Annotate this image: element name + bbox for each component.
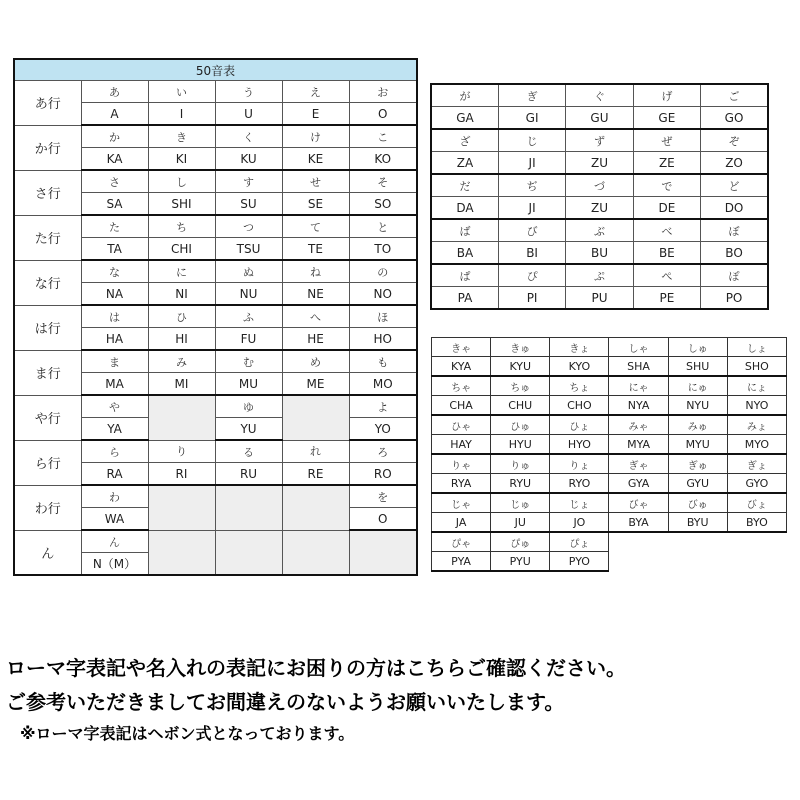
romaji-cell: SHO — [727, 357, 786, 377]
romaji-cell: BA — [431, 242, 498, 265]
romaji-cell: DE — [633, 197, 700, 220]
romaji-cell: DO — [701, 197, 768, 220]
empty-cell — [727, 552, 786, 572]
kana-cell: ず — [566, 129, 633, 152]
row-label: ま行 — [14, 350, 81, 395]
romaji-row — [432, 396, 787, 416]
kana-cell: づ — [566, 174, 633, 197]
row-label: や行 — [14, 395, 81, 440]
kana-cell: ひゃ — [432, 415, 491, 435]
row-label: か行 — [14, 125, 81, 170]
romaji-row — [431, 107, 768, 130]
kana-cell: ぞ — [701, 129, 768, 152]
kana-cell: びゃ — [609, 493, 668, 513]
romaji-cell: NYU — [668, 396, 727, 416]
kana-cell: わ — [81, 485, 148, 508]
romaji-cell: MO — [349, 373, 417, 396]
kana-cell: しょ — [727, 338, 786, 357]
note-line-1: ローマ字表記や名入れの表記にお困りの方はこちらご確認ください。 — [6, 656, 626, 680]
romaji-row — [431, 287, 768, 310]
romaji-cell: GA — [431, 107, 498, 130]
romaji-cell: ZE — [633, 152, 700, 175]
kana-row — [14, 530, 417, 553]
kana-cell: ちょ — [550, 376, 609, 396]
kana-cell: み — [148, 350, 215, 373]
romaji-cell: RYU — [491, 474, 550, 494]
kana-cell: む — [215, 350, 282, 373]
romaji-cell: KYA — [432, 357, 491, 377]
romaji-cell: KI — [148, 148, 215, 171]
romaji-cell: MA — [81, 373, 148, 396]
romaji-cell: SA — [81, 193, 148, 216]
kana-cell: ど — [701, 174, 768, 197]
romaji-row — [432, 552, 787, 572]
kana-cell: ら — [81, 440, 148, 463]
romaji-cell: SE — [282, 193, 349, 216]
romaji-cell: BYU — [668, 513, 727, 533]
blank-cell — [282, 395, 349, 440]
kana-cell: い — [148, 81, 215, 103]
empty-cell — [668, 532, 727, 552]
romaji-cell: TO — [349, 238, 417, 261]
romaji-cell: MYU — [668, 435, 727, 455]
kana-row — [431, 129, 768, 152]
romaji-row — [431, 242, 768, 265]
romaji-row — [432, 513, 787, 533]
kana-cell: ち — [148, 215, 215, 238]
romaji-row — [432, 474, 787, 494]
kana-cell: さ — [81, 170, 148, 193]
romaji-cell: O — [349, 508, 417, 531]
kana-cell: れ — [282, 440, 349, 463]
kana-row — [432, 338, 787, 357]
kana-row — [432, 415, 787, 435]
romaji-cell: RYO — [550, 474, 609, 494]
kana-cell: びゅ — [668, 493, 727, 513]
row-label: な行 — [14, 260, 81, 305]
romaji-row — [432, 435, 787, 455]
romaji-cell: MYA — [609, 435, 668, 455]
kana-cell: ぴゅ — [491, 532, 550, 552]
romaji-cell: KU — [215, 148, 282, 171]
romaji-cell: CHA — [432, 396, 491, 416]
romaji-cell: N（M） — [81, 553, 148, 576]
romaji-cell: TE — [282, 238, 349, 261]
romaji-row — [431, 152, 768, 175]
romaji-cell: NYA — [609, 396, 668, 416]
gojuon-table — [13, 58, 418, 576]
kana-cell: げ — [633, 84, 700, 107]
kana-cell: ろ — [349, 440, 417, 463]
kana-cell: びょ — [727, 493, 786, 513]
row-label: た行 — [14, 215, 81, 260]
kana-cell: で — [633, 174, 700, 197]
kana-cell: みょ — [727, 415, 786, 435]
kana-cell: た — [81, 215, 148, 238]
kana-cell: ぽ — [701, 264, 768, 287]
kana-row — [14, 440, 417, 463]
kana-cell: ひゅ — [491, 415, 550, 435]
romaji-cell: WA — [81, 508, 148, 531]
romaji-cell: HAY — [432, 435, 491, 455]
romaji-cell: RU — [215, 463, 282, 486]
romaji-cell: RE — [282, 463, 349, 486]
romaji-cell: TSU — [215, 238, 282, 261]
blank-cell — [349, 530, 417, 575]
kana-cell: りゅ — [491, 454, 550, 474]
kana-row — [431, 174, 768, 197]
kana-cell: ぎゅ — [668, 454, 727, 474]
romaji-cell: NO — [349, 283, 417, 306]
kana-cell: う — [215, 81, 282, 103]
kana-cell: ぴょ — [550, 532, 609, 552]
romaji-cell: DA — [431, 197, 498, 220]
romaji-cell: KO — [349, 148, 417, 171]
kana-cell: ぐ — [566, 84, 633, 107]
romaji-cell: GI — [498, 107, 565, 130]
kana-cell: ご — [701, 84, 768, 107]
kana-cell: が — [431, 84, 498, 107]
kana-cell: きゃ — [432, 338, 491, 357]
romaji-cell: RYA — [432, 474, 491, 494]
kana-row — [431, 84, 768, 107]
kana-cell: だ — [431, 174, 498, 197]
romaji-cell: KYO — [550, 357, 609, 377]
romaji-cell: HI — [148, 328, 215, 351]
romaji-cell: BYA — [609, 513, 668, 533]
kana-cell: じょ — [550, 493, 609, 513]
kana-cell: の — [349, 260, 417, 283]
kana-cell: ば — [431, 219, 498, 242]
kana-cell: よ — [349, 395, 417, 418]
kana-cell: ぴゃ — [432, 532, 491, 552]
blank-cell — [282, 485, 349, 530]
kana-cell: な — [81, 260, 148, 283]
romaji-cell: A — [81, 103, 148, 126]
kana-cell: しゅ — [668, 338, 727, 357]
romaji-cell: PYU — [491, 552, 550, 572]
romaji-cell: GYU — [668, 474, 727, 494]
kana-cell: ぎょ — [727, 454, 786, 474]
romaji-cell: GO — [701, 107, 768, 130]
kana-cell: ぼ — [701, 219, 768, 242]
kana-cell: きょ — [550, 338, 609, 357]
romaji-cell: HA — [81, 328, 148, 351]
blank-cell — [282, 530, 349, 575]
row-label: ら行 — [14, 440, 81, 485]
kana-cell: ぎゃ — [609, 454, 668, 474]
kana-row — [14, 170, 417, 193]
romaji-cell: HE — [282, 328, 349, 351]
kana-cell: にゅ — [668, 376, 727, 396]
romaji-cell: ME — [282, 373, 349, 396]
kana-cell: ひょ — [550, 415, 609, 435]
kana-cell: みゃ — [609, 415, 668, 435]
kana-row — [14, 260, 417, 283]
kana-row — [431, 219, 768, 242]
blank-cell — [215, 530, 282, 575]
kana-cell: や — [81, 395, 148, 418]
kana-cell: し — [148, 170, 215, 193]
kana-cell: を — [349, 485, 417, 508]
romaji-cell: PYA — [432, 552, 491, 572]
romaji-cell: PE — [633, 287, 700, 310]
kana-cell: べ — [633, 219, 700, 242]
romaji-cell: HYU — [491, 435, 550, 455]
kana-row — [432, 532, 787, 552]
romaji-cell: PI — [498, 287, 565, 310]
romaji-cell: U — [215, 103, 282, 126]
romaji-cell: TA — [81, 238, 148, 261]
kana-row — [432, 376, 787, 396]
romaji-cell: JI — [498, 152, 565, 175]
romaji-cell: RI — [148, 463, 215, 486]
romaji-cell: BU — [566, 242, 633, 265]
kana-cell: め — [282, 350, 349, 373]
romaji-cell: BI — [498, 242, 565, 265]
kana-cell: ざ — [431, 129, 498, 152]
romaji-cell: SO — [349, 193, 417, 216]
kana-cell: ぱ — [431, 264, 498, 287]
kana-cell: り — [148, 440, 215, 463]
romaji-cell: BYO — [727, 513, 786, 533]
row-label: ん — [14, 530, 81, 575]
kana-cell: しゃ — [609, 338, 668, 357]
romaji-cell: MU — [215, 373, 282, 396]
note-line-3: ※ローマ字表記はヘボン式となっております。 — [20, 724, 355, 743]
romaji-cell: GU — [566, 107, 633, 130]
kana-cell: にょ — [727, 376, 786, 396]
note-line-2: ご参考いただきましてお間違えのないようお願いいたします。 — [6, 690, 565, 714]
kana-cell: ひ — [148, 305, 215, 328]
kana-row — [431, 264, 768, 287]
kana-cell: ぢ — [498, 174, 565, 197]
kana-row — [14, 305, 417, 328]
kana-row — [14, 215, 417, 238]
romaji-cell: RA — [81, 463, 148, 486]
kana-cell: ぴ — [498, 264, 565, 287]
kana-cell: ゆ — [215, 395, 282, 418]
romaji-cell: GYA — [609, 474, 668, 494]
romaji-cell: YO — [349, 418, 417, 441]
kana-row — [432, 454, 787, 474]
romaji-cell: NE — [282, 283, 349, 306]
kana-cell: く — [215, 125, 282, 148]
kana-cell: ん — [81, 530, 148, 553]
kana-cell: に — [148, 260, 215, 283]
kana-cell: せ — [282, 170, 349, 193]
kana-cell: ぬ — [215, 260, 282, 283]
romaji-cell: PYO — [550, 552, 609, 572]
voiced-kana-table — [430, 83, 769, 310]
romaji-cell: YU — [215, 418, 282, 441]
romaji-cell: SHA — [609, 357, 668, 377]
empty-cell — [668, 552, 727, 572]
table-title: 50音表 — [14, 59, 417, 81]
kana-cell: ふ — [215, 305, 282, 328]
kana-cell: も — [349, 350, 417, 373]
empty-cell — [727, 532, 786, 552]
romaji-cell: HYO — [550, 435, 609, 455]
romaji-cell: NU — [215, 283, 282, 306]
kana-cell: き — [148, 125, 215, 148]
kana-cell: え — [282, 81, 349, 103]
romaji-cell: E — [282, 103, 349, 126]
romaji-cell: ZU — [566, 152, 633, 175]
kana-cell: ちゅ — [491, 376, 550, 396]
romaji-cell: ZO — [701, 152, 768, 175]
romaji-cell: NA — [81, 283, 148, 306]
kana-cell: きゅ — [491, 338, 550, 357]
romaji-cell: KE — [282, 148, 349, 171]
romaji-row — [431, 197, 768, 220]
kana-row — [14, 485, 417, 508]
romaji-cell: PA — [431, 287, 498, 310]
romaji-cell: GYO — [727, 474, 786, 494]
yoon-kana-table — [431, 337, 787, 572]
blank-cell — [148, 485, 215, 530]
kana-cell: ぺ — [633, 264, 700, 287]
kana-row — [14, 125, 417, 148]
romaji-cell: SU — [215, 193, 282, 216]
romaji-cell: SHU — [668, 357, 727, 377]
romaji-cell: CHI — [148, 238, 215, 261]
kana-cell: じゃ — [432, 493, 491, 513]
kana-row — [14, 395, 417, 418]
romaji-cell: CHU — [491, 396, 550, 416]
romaji-cell: CHO — [550, 396, 609, 416]
kana-cell: る — [215, 440, 282, 463]
kana-cell: りゃ — [432, 454, 491, 474]
romaji-cell: ZU — [566, 197, 633, 220]
blank-cell — [148, 530, 215, 575]
romaji-cell: YA — [81, 418, 148, 441]
romaji-cell: SHI — [148, 193, 215, 216]
romaji-cell: NYO — [727, 396, 786, 416]
romaji-cell: JA — [432, 513, 491, 533]
kana-cell: みゅ — [668, 415, 727, 435]
kana-cell: か — [81, 125, 148, 148]
romaji-cell: MYO — [727, 435, 786, 455]
kana-cell: け — [282, 125, 349, 148]
empty-cell — [609, 532, 668, 552]
kana-cell: あ — [81, 81, 148, 103]
kana-cell: そ — [349, 170, 417, 193]
kana-cell: び — [498, 219, 565, 242]
row-label: あ行 — [14, 81, 81, 126]
romaji-cell: JU — [491, 513, 550, 533]
kana-row — [432, 493, 787, 513]
kana-cell: りょ — [550, 454, 609, 474]
romaji-cell: I — [148, 103, 215, 126]
kana-cell: じ — [498, 129, 565, 152]
blank-cell — [215, 485, 282, 530]
romaji-cell: ZA — [431, 152, 498, 175]
kana-cell: ぶ — [566, 219, 633, 242]
row-label: さ行 — [14, 170, 81, 215]
romaji-cell: GE — [633, 107, 700, 130]
row-label: わ行 — [14, 485, 81, 530]
romaji-cell: JO — [550, 513, 609, 533]
kana-cell: じゅ — [491, 493, 550, 513]
kana-row — [14, 81, 417, 103]
romaji-cell: NI — [148, 283, 215, 306]
kana-cell: ぜ — [633, 129, 700, 152]
row-label: は行 — [14, 305, 81, 350]
kana-cell: ほ — [349, 305, 417, 328]
kana-cell: は — [81, 305, 148, 328]
kana-cell: す — [215, 170, 282, 193]
romaji-cell: PU — [566, 287, 633, 310]
kana-cell: にゃ — [609, 376, 668, 396]
kana-cell: お — [349, 81, 417, 103]
kana-cell: こ — [349, 125, 417, 148]
romaji-cell: PO — [701, 287, 768, 310]
romaji-cell: BE — [633, 242, 700, 265]
kana-cell: ね — [282, 260, 349, 283]
kana-cell: ま — [81, 350, 148, 373]
kana-cell: へ — [282, 305, 349, 328]
kana-cell: て — [282, 215, 349, 238]
romaji-row — [432, 357, 787, 377]
kana-cell: ぷ — [566, 264, 633, 287]
romaji-cell: RO — [349, 463, 417, 486]
romaji-cell: KA — [81, 148, 148, 171]
kana-cell: つ — [215, 215, 282, 238]
romaji-cell: BO — [701, 242, 768, 265]
kana-row — [14, 350, 417, 373]
kana-cell: ちゃ — [432, 376, 491, 396]
romaji-cell: O — [349, 103, 417, 126]
romaji-cell: HO — [349, 328, 417, 351]
kana-cell: ぎ — [498, 84, 565, 107]
romaji-cell: KYU — [491, 357, 550, 377]
kana-cell: と — [349, 215, 417, 238]
empty-cell — [609, 552, 668, 572]
romaji-cell: FU — [215, 328, 282, 351]
blank-cell — [148, 395, 215, 440]
romaji-cell: JI — [498, 197, 565, 220]
romaji-cell: MI — [148, 373, 215, 396]
